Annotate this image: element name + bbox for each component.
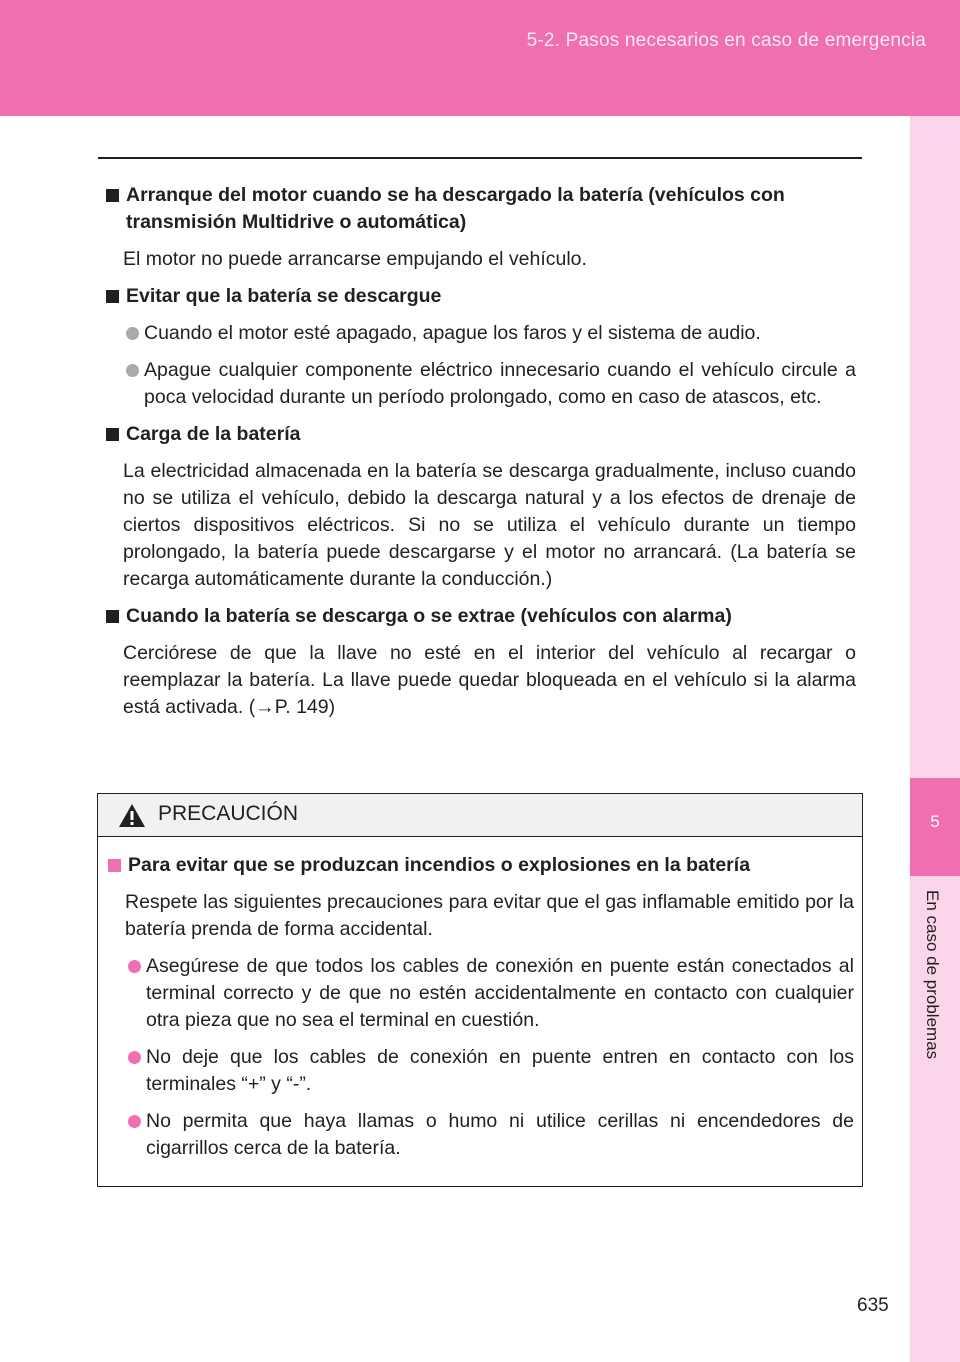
caution-text: Respete las siguientes precauciones para evitar que el gas inflamable emitido por la batería prenda de forma accidental. xyxy=(125,891,854,940)
round-bullet-icon xyxy=(128,960,141,973)
chapter-label: En caso de problemas xyxy=(923,890,942,1060)
round-bullet-icon xyxy=(126,327,139,340)
round-bullet-icon xyxy=(128,1115,141,1128)
square-bullet-icon xyxy=(106,290,119,303)
divider xyxy=(98,157,862,159)
caution-body xyxy=(106,852,854,1162)
section-text: El motor no puede arrancarse empujando el vehículo. xyxy=(123,248,587,270)
list-item: Cuando el motor esté apagado, apague los faros y el sistema de audio. xyxy=(126,320,856,347)
chapter-number: 5 xyxy=(930,812,940,831)
square-bullet-icon xyxy=(106,428,119,441)
caution-title: PRECAUCIÓN xyxy=(158,802,299,825)
chapter-side-tab xyxy=(910,116,960,1362)
page-header xyxy=(0,0,960,116)
list-item: Apague cualquier componente eléctrico innecesario cuando el vehículo circule a poca velocidad durante un período prolongado, como en caso de atascos, etc. xyxy=(126,357,856,411)
square-bullet-icon xyxy=(108,859,121,872)
caution-box xyxy=(97,793,863,1187)
section-heading: Carga de la batería xyxy=(104,421,856,448)
round-bullet-icon xyxy=(126,364,139,377)
main-content xyxy=(104,182,856,721)
section-heading: Arranque del motor cuando se ha descargado la batería (vehículos con transmisión Multidrive o automática) xyxy=(104,182,856,236)
section-text: La electricidad almacenada en la batería se descarga gradualmente, incluso cuando no se utiliza el vehículo, debido la descarga natural y a los efectos de drenaje de ciertos dispositivos eléctricos. Si no se utiliza el vehículo durante un tiempo prolongado, la batería puede descargarse y el motor no arrancará. (La batería se recarga automáticamente durante la conducción.) xyxy=(123,460,856,590)
caution-header xyxy=(98,794,862,837)
page-number: 635 xyxy=(857,1295,889,1316)
section-title: 5-2. Pasos necesarios en caso de emergencia xyxy=(526,30,926,51)
section-heading: Cuando la batería se descarga o se extrae (vehículos con alarma) xyxy=(104,603,856,630)
section-text: Cerciórese de que la llave no esté en el interior del vehículo al recargar o reemplazar la batería. La llave puede quedar bloqueada en el vehículo si la alarma está activada. (→P. 149) xyxy=(123,642,856,718)
list-item: No deje que los cables de conexión en puente entren en contacto con los terminales “+” y “-”. xyxy=(128,1044,854,1098)
warning-icon xyxy=(118,803,146,828)
caution-heading: Para evitar que se produzcan incendios o explosiones en la batería xyxy=(106,852,854,879)
section-heading: Evitar que la batería se descargue xyxy=(104,283,856,310)
square-bullet-icon xyxy=(106,189,119,202)
square-bullet-icon xyxy=(106,610,119,623)
list-item: No permita que haya llamas o humo ni utilice cerillas ni encendedores de cigarrillos cerca de la batería. xyxy=(128,1108,854,1162)
round-bullet-icon xyxy=(128,1051,141,1064)
list-item: Asegúrese de que todos los cables de conexión en puente están conectados al terminal correcto y de que no estén accidentalmente en contacto con cualquier otra pieza que no sea el terminal en cuestión. xyxy=(128,953,854,1034)
